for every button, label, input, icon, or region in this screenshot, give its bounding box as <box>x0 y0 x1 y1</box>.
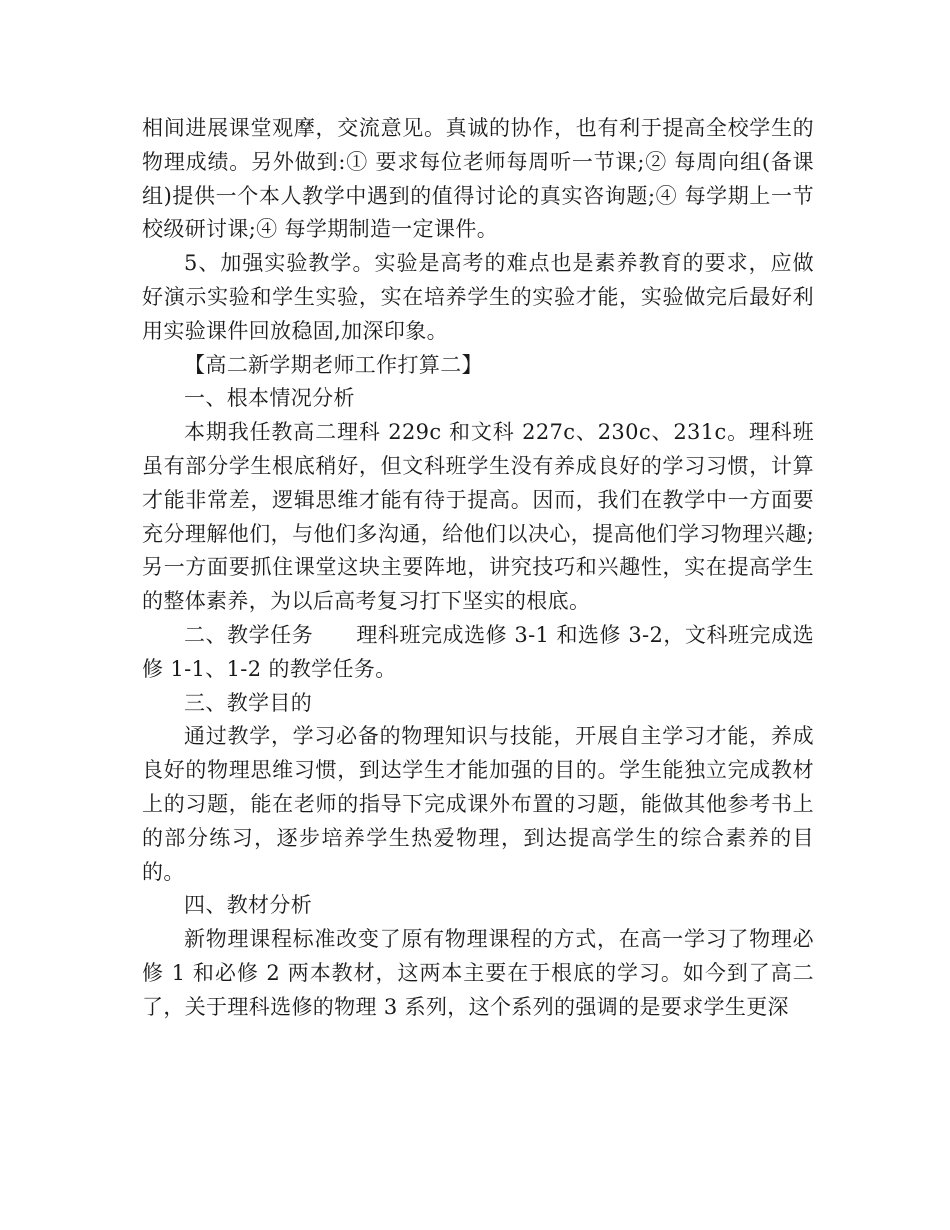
paragraph-teaching-goals: 通过教学，学习必备的物理知识与技能，开展自主学习才能，养成良好的物理思维习惯，到达学生才能加强的目的。学生能独立完成教材上的习题，能在老师的指导下完成课外布置的习题，能做其他参考书上的部分练习，逐步培养学生热爱物理，到达提高学生的综合素养的目的。 <box>142 724 814 884</box>
heading-teaching-goals: 三、教学目的 <box>184 690 313 715</box>
document-body <box>142 112 814 1025</box>
heading-basic-situation: 一、根本情况分析 <box>184 386 355 411</box>
paragraph-2: 5、加强实验教学。实验是高考的难点也是素养教育的要求，应做好演示实验和学生实验，实在培养学生的实验才能，实验做完后最好利用实验课件回放稳固,加深印象。 <box>142 251 814 343</box>
heading-textbook-analysis: 四、教材分析 <box>184 893 313 918</box>
paragraph-textbook-analysis: 新物理课程标准改变了原有物理课程的方式，在高一学习了物理必修 1 和必修 2 两本教材，这两本主要在于根底的学习。如今到了高二了，关于理科选修的物理 3 系列，这个系列的强调的是要求学生更深 <box>142 927 814 1019</box>
paragraph-1: 相间进展课堂观摩，交流意见。真诚的协作，也有利于提高全校学生的物理成绩。另外做到:① 要求每位老师每周听一节课;② 每周向组(备课组)提供一个本人教学中遇到的值得讨论的真实咨询题;④ 每学期上一节校级研讨课;④ 每学期制造一定课件。 <box>142 116 814 242</box>
paragraph-teaching-tasks: 二、教学任务 理科班完成选修 3-1 和选修 3-2，文科班完成选修 1-1、1-2 的教学任务。 <box>142 622 814 681</box>
paragraph-basic-situation: 本期我任教高二理科 229c 和文科 227c、230c、231c。理科班虽有部分学生根底稍好，但文科班学生没有养成良好的学习习惯，计算才能非常差，逻辑思维才能有待于提高。因而，我们在教学中一方面要充分理解他们，与他们多沟通，给他们以决心，提高他们学习物理兴趣;另一方面要抓住课堂这块主要阵地，讲究技巧和兴趣性，实在提高学生的整体素养，为以后高考复习打下坚实的根底。 <box>142 420 814 614</box>
section-title-plan-two: 【高二新学期老师工作打算二】 <box>184 352 483 377</box>
